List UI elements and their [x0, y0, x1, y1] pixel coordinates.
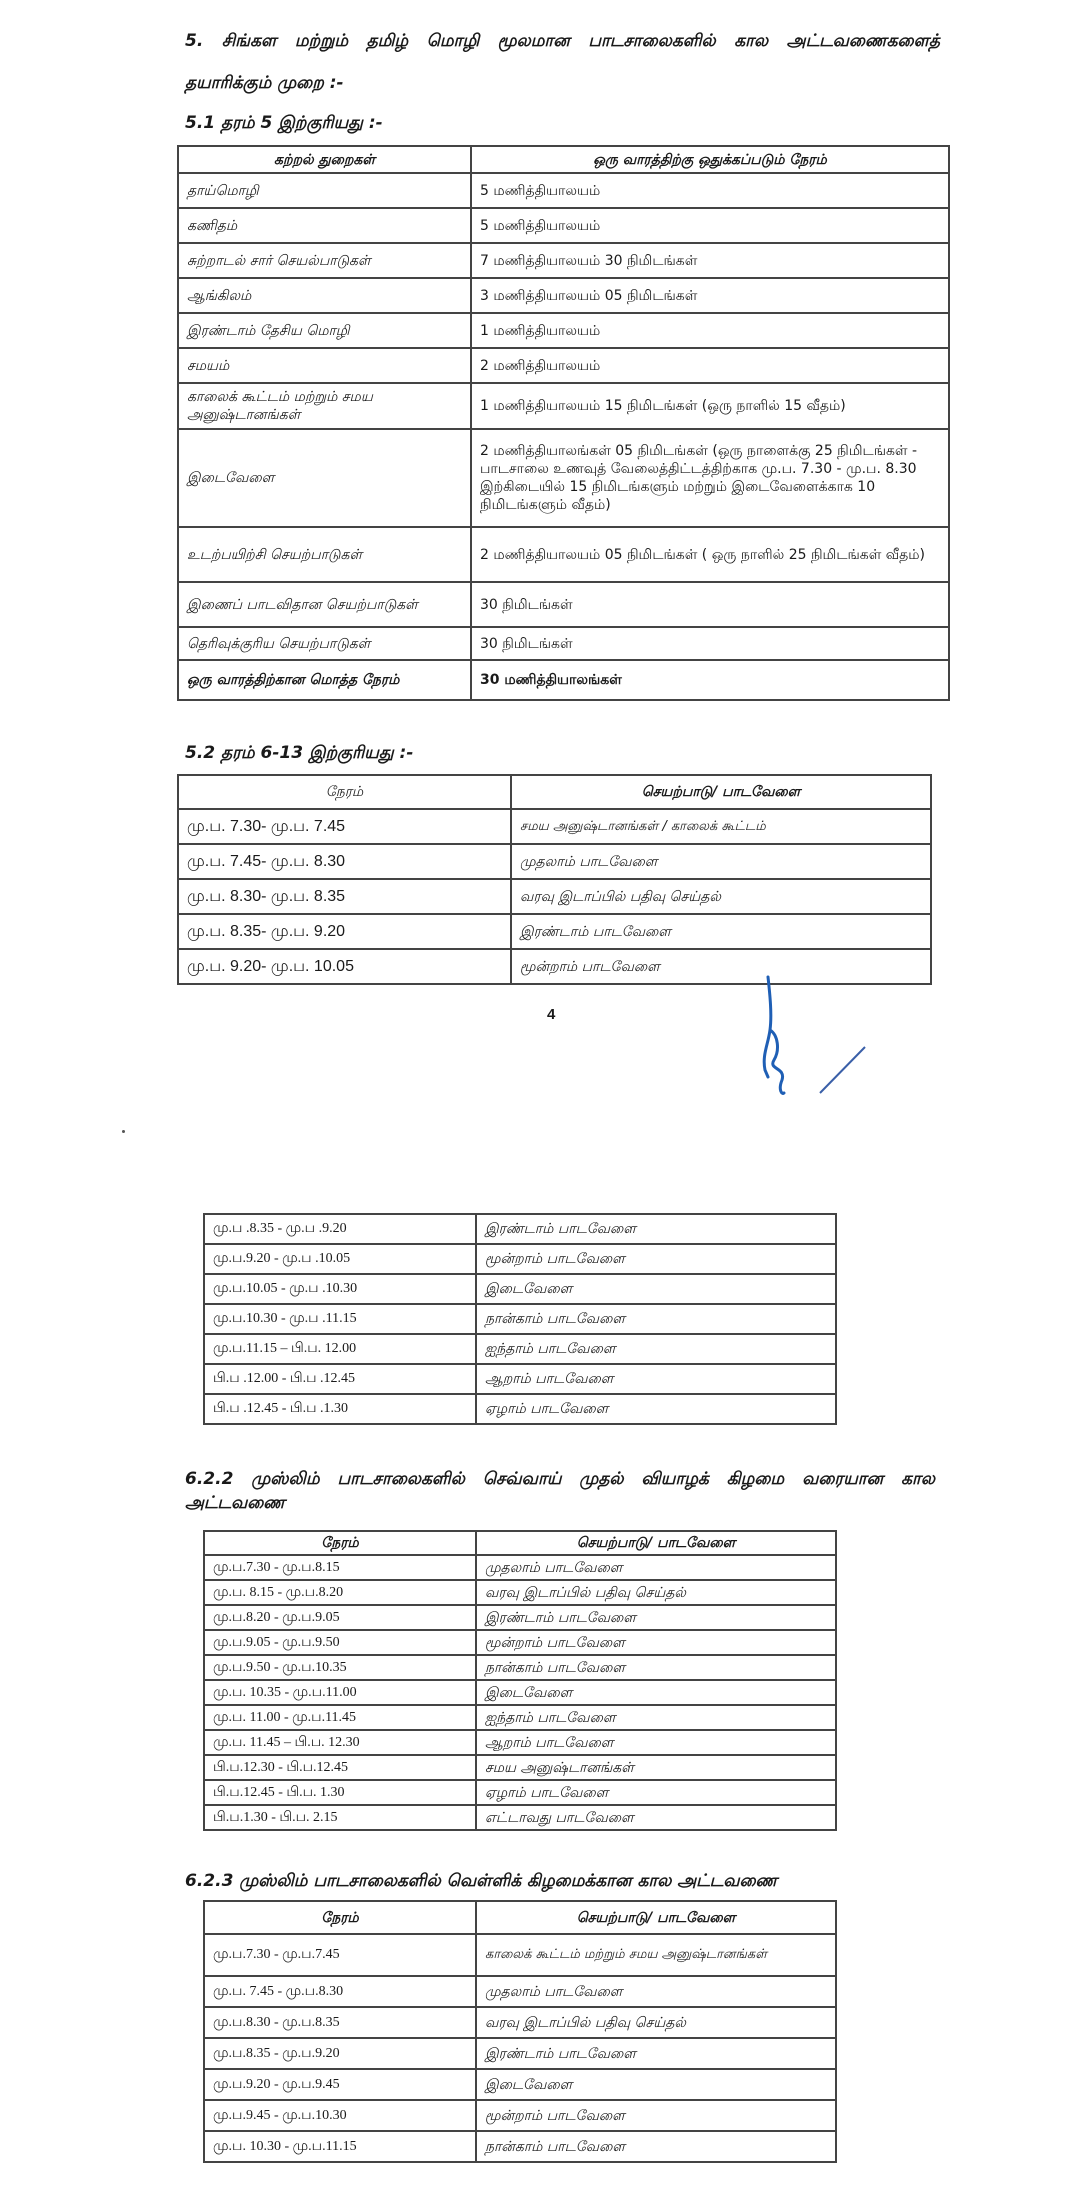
activity-cell: இடைவேளை — [476, 1274, 836, 1304]
subject-cell: ஒரு வாரத்திற்கான மொத்த நேரம் — [178, 660, 471, 700]
section-5-heading-line1: 5. சிங்கள மற்றும் தமிழ் மொழி மூலமான பாடசாலைகளில் கால அட்டவணைகளைத் — [185, 31, 940, 51]
activity-cell: ஆறாம் பாடவேளை — [476, 1364, 836, 1394]
activity-cell: ஐந்தாம் பாடவேளை — [476, 1334, 836, 1364]
table-row — [204, 1680, 836, 1705]
subject-cell: உடற்பயிற்சி செயற்பாடுகள் — [178, 527, 471, 582]
time-cell: பி.ப .12.45 - பி.ப .1.30 — [204, 1394, 476, 1424]
hours-cell: 3 மணித்தியாலயம் 05 நிமிடங்கள் — [471, 278, 949, 313]
table-row — [204, 1304, 836, 1334]
activity-cell: ஐந்தாம் பாடவேளை — [476, 1705, 836, 1730]
activity-cell: ஆறாம் பாடவேளை — [476, 1730, 836, 1755]
page-number: 4 — [547, 1006, 556, 1023]
time-cell: மு.ப. 10.35 - மு.ப.11.00 — [204, 1680, 476, 1705]
table-row — [204, 1780, 836, 1805]
time-cell: பி.ப.12.30 - பி.ப.12.45 — [204, 1755, 476, 1780]
table-row — [204, 1605, 836, 1630]
table-row — [204, 1364, 836, 1394]
column-header: நேரம் — [178, 775, 511, 809]
time-cell: மு.ப. 7.30- மு.ப. 7.45 — [178, 809, 511, 844]
activity-cell: இரண்டாம் பாடவேளை — [476, 2038, 836, 2069]
time-cell: மு.ப. 11.00 - மு.ப.11.45 — [204, 1705, 476, 1730]
time-cell: மு.ப .8.35 - மு.ப .9.20 — [204, 1214, 476, 1244]
signature-icon — [760, 975, 880, 1100]
activity-cell: மூன்றாம் பாடவேளை — [511, 949, 931, 984]
time-cell: மு.ப.9.20 - மு.ப.9.45 — [204, 2069, 476, 2100]
activity-cell: முதலாம் பாடவேளை — [476, 1555, 836, 1580]
table-row — [178, 809, 931, 844]
time-cell: மு.ப. 9.20- மு.ப. 10.05 — [178, 949, 511, 984]
table-row — [178, 278, 949, 313]
hours-cell: 30 மணித்தியாலங்கள் — [471, 660, 949, 700]
time-cell: மு.ப.10.05 - மு.ப .10.30 — [204, 1274, 476, 1304]
hours-cell: 5 மணித்தியாலயம் — [471, 173, 949, 208]
subject-cell: சமயம் — [178, 348, 471, 383]
table-row — [178, 173, 949, 208]
hours-cell: 30 நிமிடங்கள் — [471, 582, 949, 627]
hours-cell: 1 மணித்தியாலயம் 15 நிமிடங்கள் (ஒரு நாளில் 15 வீதம்) — [471, 383, 949, 429]
time-cell: மு.ப. 11.45 – பி.ப. 12.30 — [204, 1730, 476, 1755]
hours-cell: 5 மணித்தியாலயம் — [471, 208, 949, 243]
table-row — [204, 1394, 836, 1424]
table-row — [204, 1730, 836, 1755]
table-row — [204, 1630, 836, 1655]
subject-cell: இரண்டாம் தேசிய மொழி — [178, 313, 471, 348]
subject-cell: தாய்மொழி — [178, 173, 471, 208]
activity-cell: மூன்றாம் பாடவேளை — [476, 1244, 836, 1274]
time-cell: மு.ப.10.30 - மு.ப .11.15 — [204, 1304, 476, 1334]
activity-cell: சமய அனுஷ்டானங்கள் — [476, 1755, 836, 1780]
activity-cell: சமய அனுஷ்டானங்கள் / காலைக் கூட்டம் — [511, 809, 931, 844]
table-row — [178, 582, 949, 627]
table-row — [204, 2100, 836, 2131]
table-row — [204, 1705, 836, 1730]
time-cell: மு.ப.9.50 - மு.ப.10.35 — [204, 1655, 476, 1680]
muslim-friday-timetable — [203, 1900, 837, 2163]
activity-cell: வரவு இடாப்பில் பதிவு செய்தல் — [476, 2007, 836, 2038]
table-row — [204, 1334, 836, 1364]
table-row — [178, 844, 931, 879]
activity-cell: இரண்டாம் பாடவேளை — [476, 1214, 836, 1244]
time-cell: மு.ப.9.45 - மு.ப.10.30 — [204, 2100, 476, 2131]
activity-cell: மூன்றாம் பாடவேளை — [476, 1630, 836, 1655]
hours-cell: 2 மணித்தியாலங்கள் 05 நிமிடங்கள் (ஒரு நாளைக்கு 25 நிமிடங்கள் - பாடசாலை உணவுத் வேலைத்திட்டத்திற்காக மு.ப. 7.30 - மு.ப. 8.30 இற்கிடையில் 15 நிமிடங்களும் மற்றும் இடைவேளைக்காக 10 நிமிடங்களும் வீதம்) — [471, 429, 949, 527]
section-5-2-heading: 5.2 தரம் 6-13 இற்குரியது :- — [185, 743, 414, 763]
activity-cell: இடைவேளை — [476, 1680, 836, 1705]
time-cell: மு.ப.8.30 - மு.ப.8.35 — [204, 2007, 476, 2038]
hours-cell: 30 நிமிடங்கள் — [471, 627, 949, 660]
table-row — [204, 1805, 836, 1830]
time-cell: மு.ப. 8.35- மு.ப. 9.20 — [178, 914, 511, 949]
table-header-row — [178, 775, 931, 809]
time-cell: மு.ப. 10.30 - மு.ப.11.15 — [204, 2131, 476, 2162]
time-cell: மு.ப. 7.45- மு.ப. 8.30 — [178, 844, 511, 879]
grade5-hours-table — [177, 145, 950, 701]
table-row — [178, 879, 931, 914]
section-5-heading-line2: தயாரிக்கும் முறை :- — [185, 73, 344, 93]
subject-cell: இணைப் பாடவிதான செயற்பாடுகள் — [178, 582, 471, 627]
time-cell: மு.ப.7.30 - மு.ப.8.15 — [204, 1555, 476, 1580]
subject-cell: சுற்றாடல் சார் செயல்பாடுகள் — [178, 243, 471, 278]
table-row — [178, 348, 949, 383]
table-row — [178, 383, 949, 429]
activity-cell: நான்காம் பாடவேளை — [476, 2131, 836, 2162]
subject-cell: இடைவேளை — [178, 429, 471, 527]
time-cell: மு.ப. 7.45 - மு.ப.8.30 — [204, 1976, 476, 2007]
table-header-row — [178, 146, 949, 173]
muslim-tue-thu-timetable — [203, 1530, 837, 1831]
grade6-13-timetable — [177, 774, 932, 985]
table-row — [178, 527, 949, 582]
table-row — [204, 1976, 836, 2007]
column-header: செயற்பாடு/ பாடவேளை — [511, 775, 931, 809]
section-6-2-2-heading-line1: 6.2.2 முஸ்லிம் பாடசாலைகளில் செவ்வாய் முதல் வியாழக் கிழமை வரையான கால — [185, 1469, 935, 1489]
activity-cell: நான்காம் பாடவேளை — [476, 1655, 836, 1680]
table-row — [204, 2069, 836, 2100]
column-header: செயற்பாடு/ பாடவேளை — [476, 1901, 836, 1934]
subject-cell: கணிதம் — [178, 208, 471, 243]
section-6-2-2-heading-line2: அட்டவணை — [185, 1493, 285, 1513]
table-row — [204, 2131, 836, 2162]
time-cell: மு.ப. 8.15 - மு.ப.8.20 — [204, 1580, 476, 1605]
activity-cell: காலைக் கூட்டம் மற்றும் சமய அனுஷ்டானங்கள் — [476, 1934, 836, 1976]
activity-cell: நான்காம் பாடவேளை — [476, 1304, 836, 1334]
section-5-1-heading: 5.1 தரம் 5 இற்குரியது :- — [185, 113, 383, 133]
activity-cell: இடைவேளை — [476, 2069, 836, 2100]
table-row — [204, 1755, 836, 1780]
time-cell: மு.ப.9.20 - மு.ப .10.05 — [204, 1244, 476, 1274]
time-cell: மு.ப.7.30 - மு.ப.7.45 — [204, 1934, 476, 1976]
table-row — [178, 243, 949, 278]
column-header: நேரம் — [204, 1901, 476, 1934]
activity-cell: வரவு இடாப்பில் பதிவு செய்தல் — [476, 1580, 836, 1605]
column-header: செயற்பாடு/ பாடவேளை — [476, 1531, 836, 1555]
section-6-2-3-heading: 6.2.3 முஸ்லிம் பாடசாலைகளில் வெள்ளிக் கிழமைக்கான கால அட்டவணை — [185, 1871, 778, 1891]
table-row — [204, 1214, 836, 1244]
activity-cell: ஏழாம் பாடவேளை — [476, 1394, 836, 1424]
column-header: நேரம் — [204, 1531, 476, 1555]
activity-cell: வரவு இடாப்பில் பதிவு செய்தல் — [511, 879, 931, 914]
time-cell: மு.ப.11.15 – பி.ப. 12.00 — [204, 1334, 476, 1364]
activity-cell: இரண்டாம் பாடவேளை — [476, 1605, 836, 1630]
table-row — [204, 1274, 836, 1304]
table-row — [204, 1934, 836, 1976]
subject-cell: தெரிவுக்குரிய செயற்பாடுகள் — [178, 627, 471, 660]
time-cell: பி.ப.12.45 - பி.ப. 1.30 — [204, 1780, 476, 1805]
hours-cell: 1 மணித்தியாலயம் — [471, 313, 949, 348]
table-row — [178, 429, 949, 527]
table-row — [204, 2007, 836, 2038]
activity-cell: முதலாம் பாடவேளை — [511, 844, 931, 879]
time-cell: பி.ப.1.30 - பி.ப. 2.15 — [204, 1805, 476, 1830]
table-row — [204, 1655, 836, 1680]
table-row — [178, 208, 949, 243]
hours-cell: 2 மணித்தியாலயம் 05 நிமிடங்கள் ( ஒரு நாளில் 25 நிமிடங்கள் வீதம்) — [471, 527, 949, 582]
hours-cell: 2 மணித்தியாலயம் — [471, 348, 949, 383]
table-header-row — [204, 1901, 836, 1934]
hours-cell: 7 மணித்தியாலயம் 30 நிமிடங்கள் — [471, 243, 949, 278]
time-cell: மு.ப.8.20 - மு.ப.9.05 — [204, 1605, 476, 1630]
table-row — [204, 1244, 836, 1274]
table-header-row — [204, 1531, 836, 1555]
table-row-total — [178, 660, 949, 700]
time-cell: மு.ப.9.05 - மு.ப.9.50 — [204, 1630, 476, 1655]
subject-cell: ஆங்கிலம் — [178, 278, 471, 313]
activity-cell: முதலாம் பாடவேளை — [476, 1976, 836, 2007]
continuation-timetable — [203, 1213, 837, 1425]
column-header: ஒரு வாரத்திற்கு ஒதுக்கப்படும் நேரம் — [471, 146, 949, 173]
time-cell: மு.ப.8.35 - மு.ப.9.20 — [204, 2038, 476, 2069]
table-row — [178, 313, 949, 348]
table-row — [178, 627, 949, 660]
scan-dot — [122, 1130, 125, 1133]
activity-cell: மூன்றாம் பாடவேளை — [476, 2100, 836, 2131]
activity-cell: ஏழாம் பாடவேளை — [476, 1780, 836, 1805]
column-header: கற்றல் துறைகள் — [178, 146, 471, 173]
subject-cell: காலைக் கூட்டம் மற்றும் சமய அனுஷ்டானங்கள் — [178, 383, 471, 429]
table-row — [178, 914, 931, 949]
time-cell: பி.ப .12.00 - பி.ப .12.45 — [204, 1364, 476, 1394]
table-row — [204, 1580, 836, 1605]
table-row — [204, 2038, 836, 2069]
activity-cell: எட்டாவது பாடவேளை — [476, 1805, 836, 1830]
activity-cell: இரண்டாம் பாடவேளை — [511, 914, 931, 949]
table-row — [204, 1555, 836, 1580]
time-cell: மு.ப. 8.30- மு.ப. 8.35 — [178, 879, 511, 914]
